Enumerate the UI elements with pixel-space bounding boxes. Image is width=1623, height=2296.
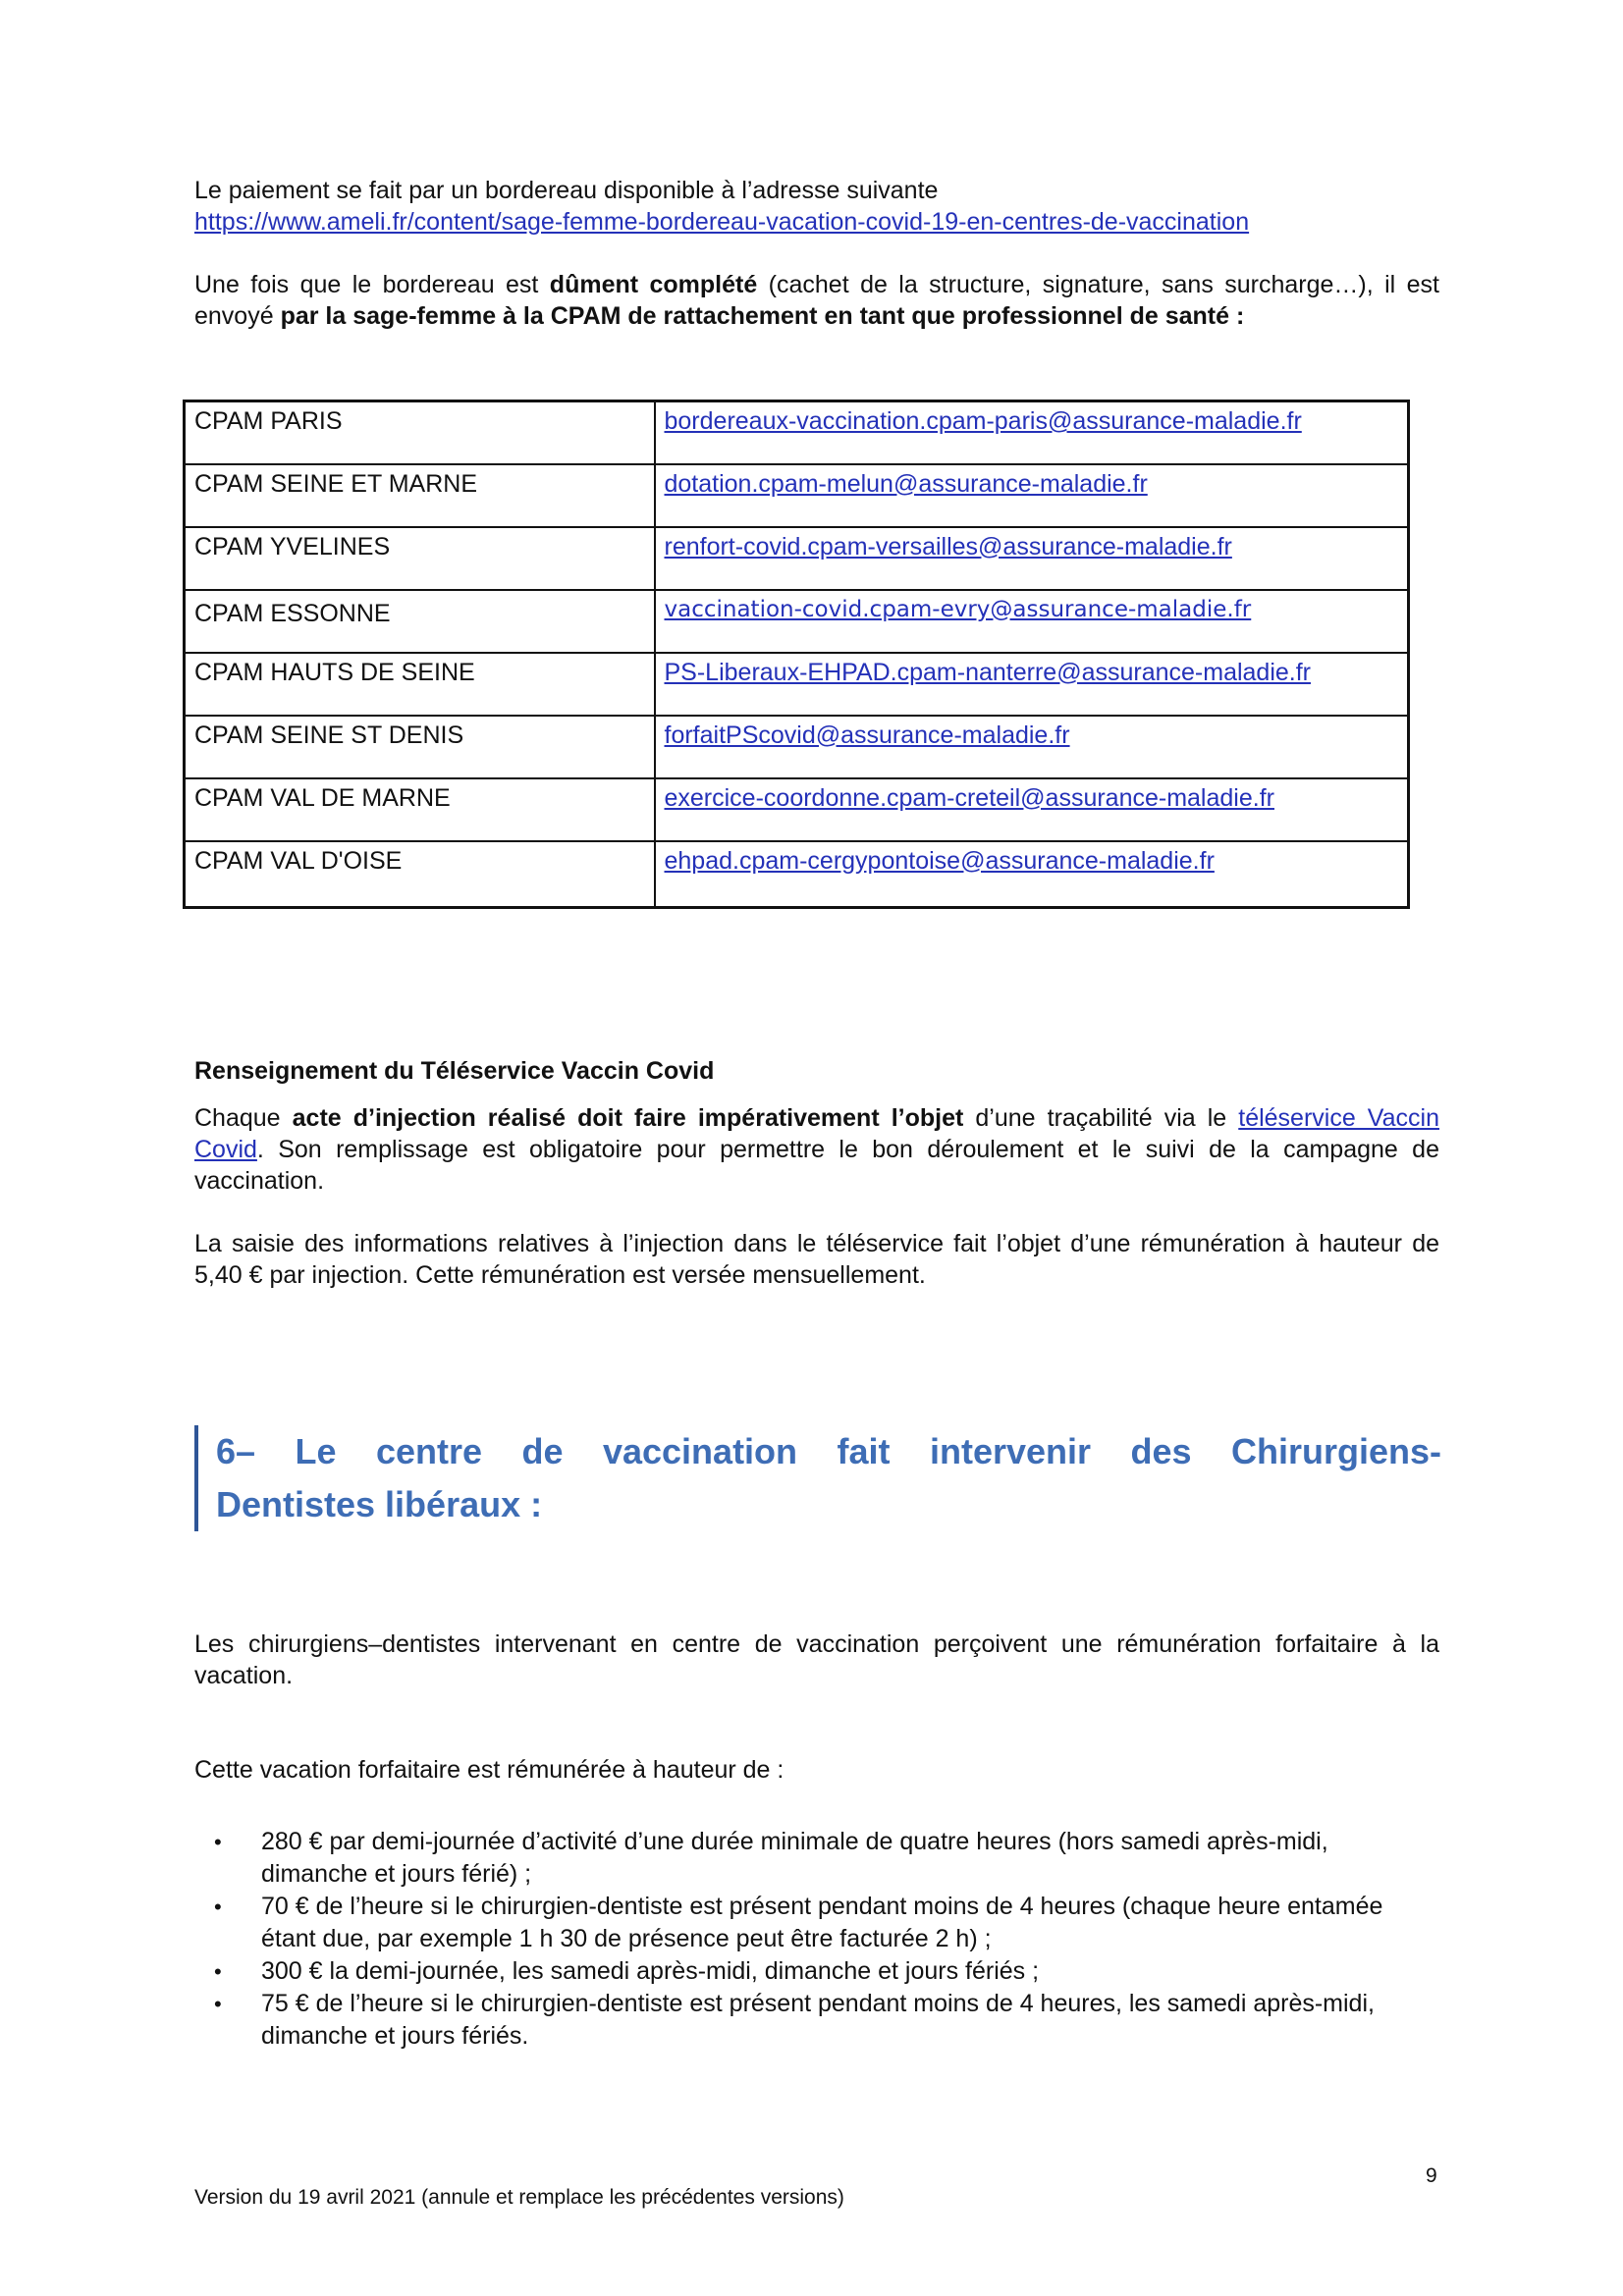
table-row [185,716,1409,778]
table-row [185,464,1409,527]
vacation-rate-intro: Cette vacation forfaitaire est rémunérée à hauteur de : [194,1756,784,1784]
cpam-name-cell: CPAM VAL DE MARNE [185,778,655,841]
bullet-icon: • [214,1895,222,1919]
payment-intro [194,175,1439,238]
cpam-email-cell [655,590,1409,653]
cpam-email-link[interactable]: dotation.cpam-melun@assurance-maladie.fr [664,469,1148,498]
payment-text-a: Une fois que le bordereau est [194,271,550,298]
payment-text-c: (cachet de la structure, signature, sans surcharge…), il est envoyé [194,271,1439,330]
list-item-text: 70 € de l’heure si le chirurgien-dentiste est présent pendant moins de 4 heures (chaque heure entamée étant due, par exemple 1 h 30 de présence peut être facturée 2 h) ; [261,1893,1383,1952]
list-item [194,1891,1412,1955]
bullet-icon: • [214,1830,222,1854]
cpam-name-cell: CPAM SEINE ET MARNE [185,464,655,527]
payment-text-d: par la sage-femme à la CPAM de rattachement en tant que professionnel de santé : [280,302,1245,330]
cpam-email-link[interactable]: exercice-coordonne.cpam-creteil@assurance-maladie.fr [664,783,1274,812]
cpam-email-link[interactable]: PS-Liberaux-EHPAD.cpam-nanterre@assurance-maladie.fr [664,658,1312,686]
section-6-title-line2: Dentistes libéraux : [216,1484,543,1524]
section-6-heading [194,1425,1441,1531]
table-row [185,401,1409,464]
cpam-name-cell: CPAM YVELINES [185,527,655,590]
list-item-text: 75 € de l’heure si le chirurgien-dentiste est présent pendant moins de 4 heures, les samedi après-midi, dimanche et jours fériés. [261,1990,1375,2050]
page-number: 9 [1426,2164,1437,2187]
table-row [185,527,1409,590]
cpam-name-cell: CPAM HAUTS DE SEINE [185,653,655,716]
list-item [194,1826,1412,1891]
teleservice-heading: Renseignement du Téléservice Vaccin Covid [194,1057,715,1085]
bordereau-link[interactable]: https://www.ameli.fr/content/sage-femme-bordereau-vacation-covid-19-en-centres-de-vaccination [194,208,1250,236]
rate-list [194,1826,1412,2053]
cpam-name-cell: CPAM VAL D'OISE [185,841,655,908]
teleservice-remuneration: La saisie des informations relatives à l’injection dans le téléservice fait l’objet d’une rémunération à hauteur de 5,40 € par injection. Cette rémunération est versée mensuellement. [194,1230,1439,1289]
table-row [185,841,1409,908]
cpam-email-link[interactable]: ehpad.cpam-cergypontoise@assurance-maladie.fr [664,846,1215,875]
list-item-text: 300 € la demi-journée, les samedi après-midi, dimanche et jours fériés ; [261,1957,1040,1985]
teleservice-link[interactable]: téléservice Vaccin Covid [194,1104,1439,1163]
cpam-email-cell [655,527,1409,590]
table-row [185,778,1409,841]
payment-intro-text: Le paiement se fait par un bordereau disponible à l’adresse suivante [194,177,939,204]
version-footer: Version du 19 avril 2021 (annule et remplace les précédentes versions) [194,2186,844,2209]
cpam-email-cell [655,778,1409,841]
payment-text-b: dûment complété [549,271,758,298]
teleservice-text-b: acte d’injection réalisé doit faire impérativement l’objet [292,1104,964,1132]
list-item [194,1955,1412,1988]
cpam-email-cell [655,716,1409,778]
cpam-email-link[interactable]: bordereaux-vaccination.cpam-paris@assurance-maladie.fr [664,407,1302,435]
cpam-contact-table [183,400,1410,909]
cpam-email-cell [655,841,1409,908]
list-item [194,1988,1412,2053]
cpam-email-cell [655,464,1409,527]
dentists-paragraph: Les chirurgiens–dentistes intervenant en centre de vaccination perçoivent une rémunération forfaitaire à la vacation. [194,1630,1439,1689]
cpam-email-cell [655,401,1409,464]
cpam-name-cell: CPAM SEINE ST DENIS [185,716,655,778]
teleservice-text-a: Chaque [194,1104,293,1132]
cpam-email-link[interactable]: vaccination-covid.cpam-evry@assurance-maladie.fr [664,596,1252,622]
cpam-email-link[interactable]: renfort-covid.cpam-versailles@assurance-maladie.fr [664,532,1232,561]
section-6-title-line1: 6– Le centre de vaccination fait intervenir des Chirurgiens- [216,1431,1441,1471]
table-row [185,653,1409,716]
cpam-name-cell: CPAM ESSONNE [185,590,655,653]
list-item-text: 280 € par demi-journée d’activité d’une durée minimale de quatre heures (hors samedi après-midi, dimanche et jours férié) ; [261,1828,1328,1888]
cpam-email-cell [655,653,1409,716]
bullet-icon: • [214,1959,222,1984]
teleservice-text-d: . Son remplissage est obligatoire pour permettre le bon déroulement et le suivi de la campagne de vaccination. [194,1136,1439,1195]
cpam-name-cell: CPAM PARIS [185,401,655,464]
teleservice-text-c: d’une traçabilité via le [963,1104,1239,1132]
bullet-icon: • [214,1992,222,2016]
teleservice-paragraph [194,1102,1439,1197]
table-row [185,590,1409,653]
cpam-email-link[interactable]: forfaitPScovid@assurance-maladie.fr [664,721,1070,749]
payment-paragraph [194,269,1439,332]
